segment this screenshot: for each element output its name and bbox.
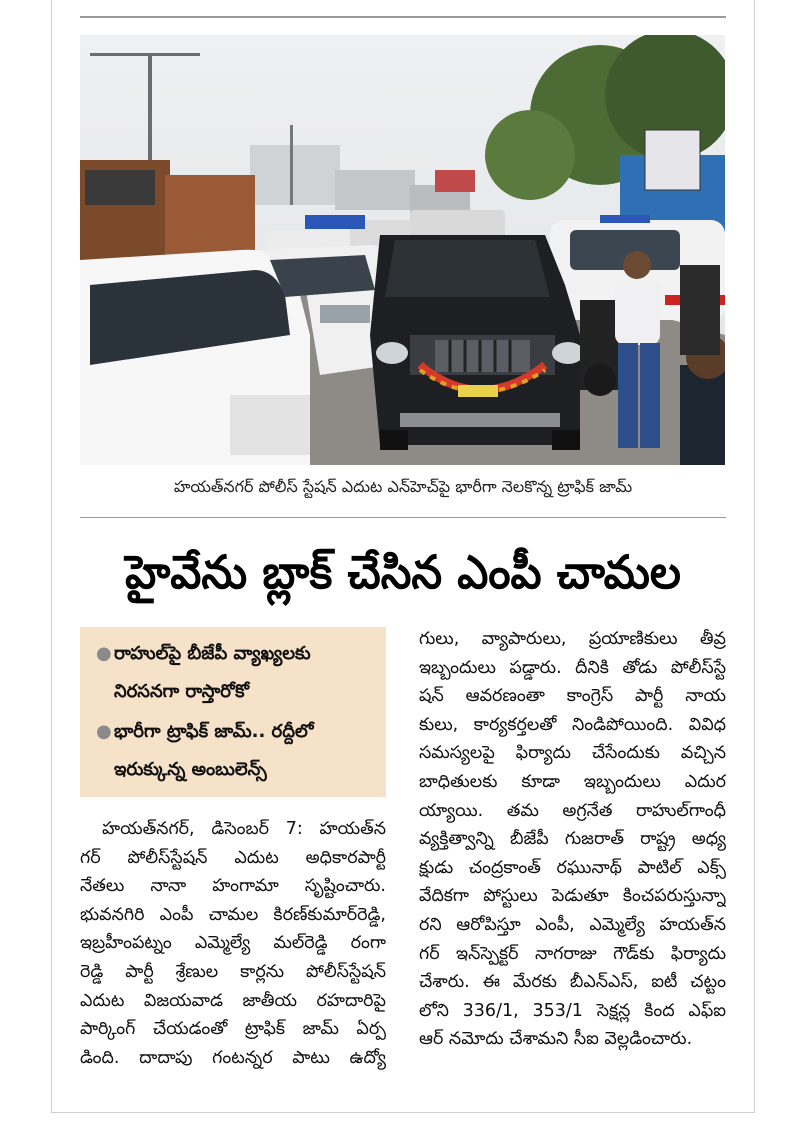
article-line: ఇబ్బందులు పడ్డారు. దీనికి తోడు పోలీస్‌స్టే: [419, 657, 726, 678]
highlight-line: ఇరుక్కున్న అంబులెన్స్: [114, 759, 267, 780]
highlights-box: [80, 627, 386, 797]
highlight-line: భారీగా ట్రాఫిక్ జామ్.. రద్దీలో: [114, 721, 314, 742]
article-line: వ్యక్తిత్వాన్ని బీజేపీ గుజరాత్ రాష్ట్ర అధ్య: [419, 829, 726, 850]
highlight-line: రాహుల్‌పై బీజేపీ వ్యాఖ్యలకు: [114, 643, 311, 664]
article-line: కులు, కార్యకర్తలతో నిండిపోయింది. వివిధ: [419, 714, 726, 735]
article-line: వేదికగా పోస్టులు పెడుతూ కించపరుస్తున్నా: [419, 886, 726, 907]
article-line: గర్ ఇన్‌స్పెక్టర్ నాగరాజు గౌడ్‌కు ఫిర్యాదు: [419, 943, 726, 964]
bullet-icon: ●: [96, 721, 112, 742]
article-line: భువనగిరి ఎంపీ చామల కిరణ్‌కుమార్‌రెడ్డి,: [80, 904, 386, 925]
article-line: షన్ ఆవరణంతా కాంగ్రెస్ పార్టీ నాయ: [419, 686, 726, 707]
article-column-left: [80, 815, 386, 1072]
article-line: చేశారు. ఈ మేరకు బీఎన్ఎస్, ఐటీ చట్టం: [419, 972, 726, 993]
news-photo: [80, 35, 725, 465]
article-line: క్షుడు చంద్రకాంత్ రఘునాథ్ పాటిల్ ఎక్స్: [419, 857, 726, 878]
article-line: గులు, వ్యాపారులు, ప్రయాణికులు తీవ్ర: [419, 629, 726, 649]
article-line: ఇబ్రహీంపట్నం ఎమ్మెల్యే మల్‌రెడ్డి రంగా: [80, 933, 386, 954]
article-line: పార్కింగ్ చేయడంతో ట్రాఫిక్ జామ్ ఏర్ప: [80, 1019, 386, 1040]
article-line: య్యాయి. తమ అగ్రనేత రాహుల్‌గాంధీ: [419, 800, 726, 821]
caption-rule: [80, 517, 726, 518]
article-line: ఆర్ నమోదు చేశామని సీఐ వెల్లడించారు.: [419, 1029, 693, 1050]
article-line: హయత్‌నగర్, డిసెంబర్ 7: హయత్‌న: [102, 819, 386, 839]
article-line: ఎదుట విజయవాడ జాతీయ రహదారిపై: [80, 990, 386, 1011]
bullet-icon: ●: [96, 643, 112, 664]
article-line: గర్ పోలీస్‌స్టేషన్ ఎదుట అధికారపార్టీ: [80, 847, 386, 868]
article-line: రెడ్డి పార్టీ శ్రేణుల కార్లను పోలీస్‌స్టేషన్: [80, 961, 386, 982]
highlight-line: నిరసనగా రాస్తారోకో: [114, 681, 250, 702]
article-line: లోని 336/1, 353/1 సెక్షన్ల కింద ఎఫ్ఐ: [419, 1000, 726, 1021]
headline: హైవేను బ్లాక్ చేసిన ఎంపీ చామల: [125, 545, 681, 599]
highlight-item: [96, 713, 378, 789]
highlight-item: [96, 635, 378, 711]
top-rule: [80, 16, 726, 18]
article-line: డింది. దాదాపు గంటన్నర పాటు ఉద్యో: [80, 1047, 386, 1068]
article-line: రని ఆరోపిస్తూ ఎంపీ, ఎమ్మెల్యే హయత్‌న: [419, 914, 726, 935]
article-line: బాధితులకు కూడా ఇబ్బందులు ఎదుర: [419, 771, 726, 792]
article-line: నేతలు నానా హంగామా సృష్టించారు.: [80, 876, 386, 897]
photo-caption: హయత్‌నగర్ పోలీస్ స్టేషన్ ఎదుట ఎన్‌హెచ్‌పై భారీగా నెలకొన్న ట్రాఫిక్ జామ్: [173, 477, 633, 496]
article-column-right: [419, 625, 726, 1054]
article-line: సమస్యలపై ఫిర్యాదు చేసేందుకు వచ్చిన: [419, 743, 726, 764]
